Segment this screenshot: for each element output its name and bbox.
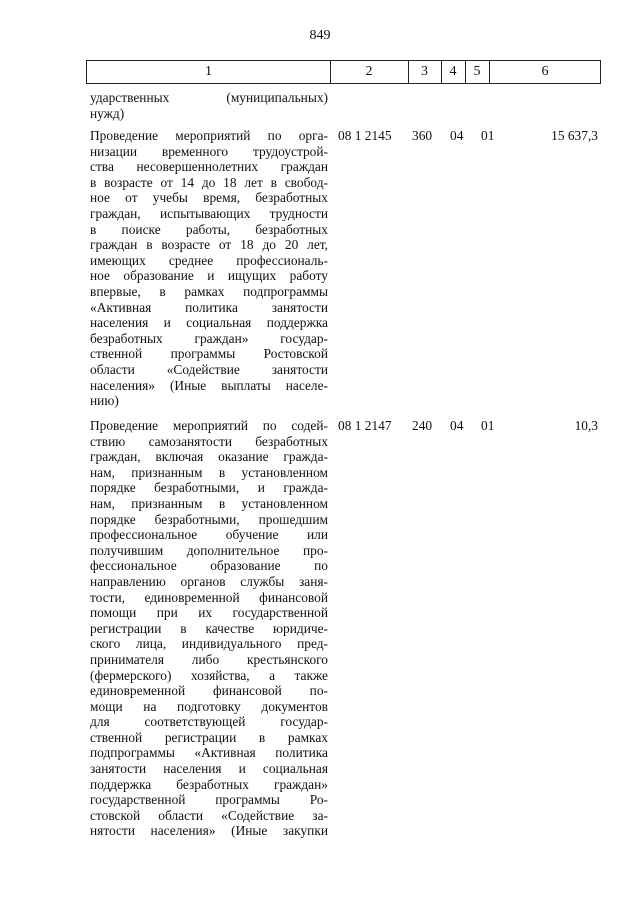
row-text-line: стовской области «Содействие за-: [90, 807, 328, 823]
row-text-line: ное образование и ищущих работу: [90, 268, 328, 284]
row-text-line: получившим дополнительное про-: [90, 542, 328, 558]
header-col-1: 1: [205, 64, 212, 79]
sum-value: 10,3: [574, 418, 598, 433]
row-text-line: граждан в возрасте от 18 до 20 лет,: [90, 237, 328, 253]
page-number: 849: [309, 28, 331, 43]
table-row: [90, 418, 328, 839]
row-text-line: порядке безработными, и гражда-: [90, 480, 328, 496]
row-text-line: ства несовершеннолетних граждан: [90, 159, 328, 175]
row-text-line: ное от учебы время, безработных: [90, 190, 328, 206]
row-text-line: Проведение мероприятий по содей-: [90, 418, 328, 433]
row-text-line: (фермерского) хозяйства, а также: [90, 667, 328, 683]
row-text-line: мощи на подготовку документов: [90, 698, 328, 714]
header-col-5: 5: [473, 64, 481, 79]
row-text-line: нам, признанным в установленном: [90, 464, 328, 480]
row-text-line: населения и социальная поддержка: [90, 315, 328, 331]
row-text-line: граждан, включая оказание гражда-: [90, 449, 328, 465]
header-col-3: 3: [421, 64, 428, 79]
row-text-line: ударственных (муниципальных): [90, 90, 328, 105]
row-text-line: населения» (Иные выплаты населе-: [90, 377, 328, 393]
row-text-line: имеющих среднее профессиональ-: [90, 252, 328, 268]
row-text-line: порядке безработными, прошедшим: [90, 511, 328, 527]
pr-code: 01: [481, 128, 495, 143]
table-header: [86, 60, 601, 84]
row-text-line: тости, единовременной финансовой: [90, 589, 328, 605]
row-text-line: нам, признанным в установленном: [90, 495, 328, 511]
row-text-line: ственной регистрации в рамках: [90, 729, 328, 745]
row-text-line: занятости населения и социальная: [90, 761, 328, 777]
row-text-line: регистрации в качестве юридиче-: [90, 620, 328, 636]
vr-code: 240: [412, 418, 433, 433]
row-text-line: подпрограммы «Активная политика: [90, 745, 328, 761]
row-text-line: фессиональное образование по: [90, 558, 328, 574]
row-text-line: низации временного трудоустрой-: [90, 143, 328, 159]
pr-code: 01: [481, 418, 495, 433]
header-col-6: 6: [541, 64, 549, 79]
row-text-line: безработных граждан» государ-: [90, 330, 328, 346]
csr-code: 08 1 2145: [338, 128, 392, 143]
row-text-line: государственной программы Ро-: [90, 792, 328, 808]
table-row: [90, 90, 328, 121]
header-col-4: 4: [449, 64, 457, 79]
row-text-line: граждан, испытывающих трудности: [90, 205, 328, 221]
row-text-line: помощи при их государственной: [90, 605, 328, 621]
row-text-line: нятости населения» (Иные закупки: [90, 823, 328, 839]
row-text-line: принимателя либо крестьянского: [90, 651, 328, 667]
row-text-line: для соответствующей государ-: [90, 714, 328, 730]
row-text-line: впервые, в рамках подпрограммы: [90, 283, 328, 299]
row-text-line: единовременной финансовой по-: [90, 683, 328, 699]
row-text-line: «Активная политика занятости: [90, 299, 328, 315]
vr-code: 360: [412, 128, 433, 143]
row-text-line: поддержка безработных граждан»: [90, 776, 328, 792]
csr-code: 08 1 2147: [338, 418, 392, 433]
table-row: [90, 128, 328, 409]
rz-code: 04: [450, 418, 464, 433]
row-text-line: нужд): [90, 105, 125, 121]
row-text-line: ственной программы Ростовской: [90, 346, 328, 362]
row-text-line: в поиске работы, безработных: [90, 221, 328, 237]
row-text-line: нию): [90, 393, 119, 409]
row-text-line: в возрасте от 14 до 18 лет в свобод-: [90, 174, 328, 190]
row-text-line: области «Содействие занятости: [90, 361, 328, 377]
header-col-2: 2: [365, 64, 373, 79]
rz-code: 04: [450, 128, 464, 143]
row-text-line: Проведение мероприятий по орга-: [90, 128, 328, 143]
row-text-line: ского лица, индивидуального пред-: [90, 636, 328, 652]
row-text-line: профессиональное обучение или: [90, 527, 328, 543]
sum-value: 15 637,3: [551, 128, 598, 143]
row-text-line: ствию самозанятости безработных: [90, 433, 328, 449]
row-text-line: направлению органов службы заня-: [90, 573, 328, 589]
